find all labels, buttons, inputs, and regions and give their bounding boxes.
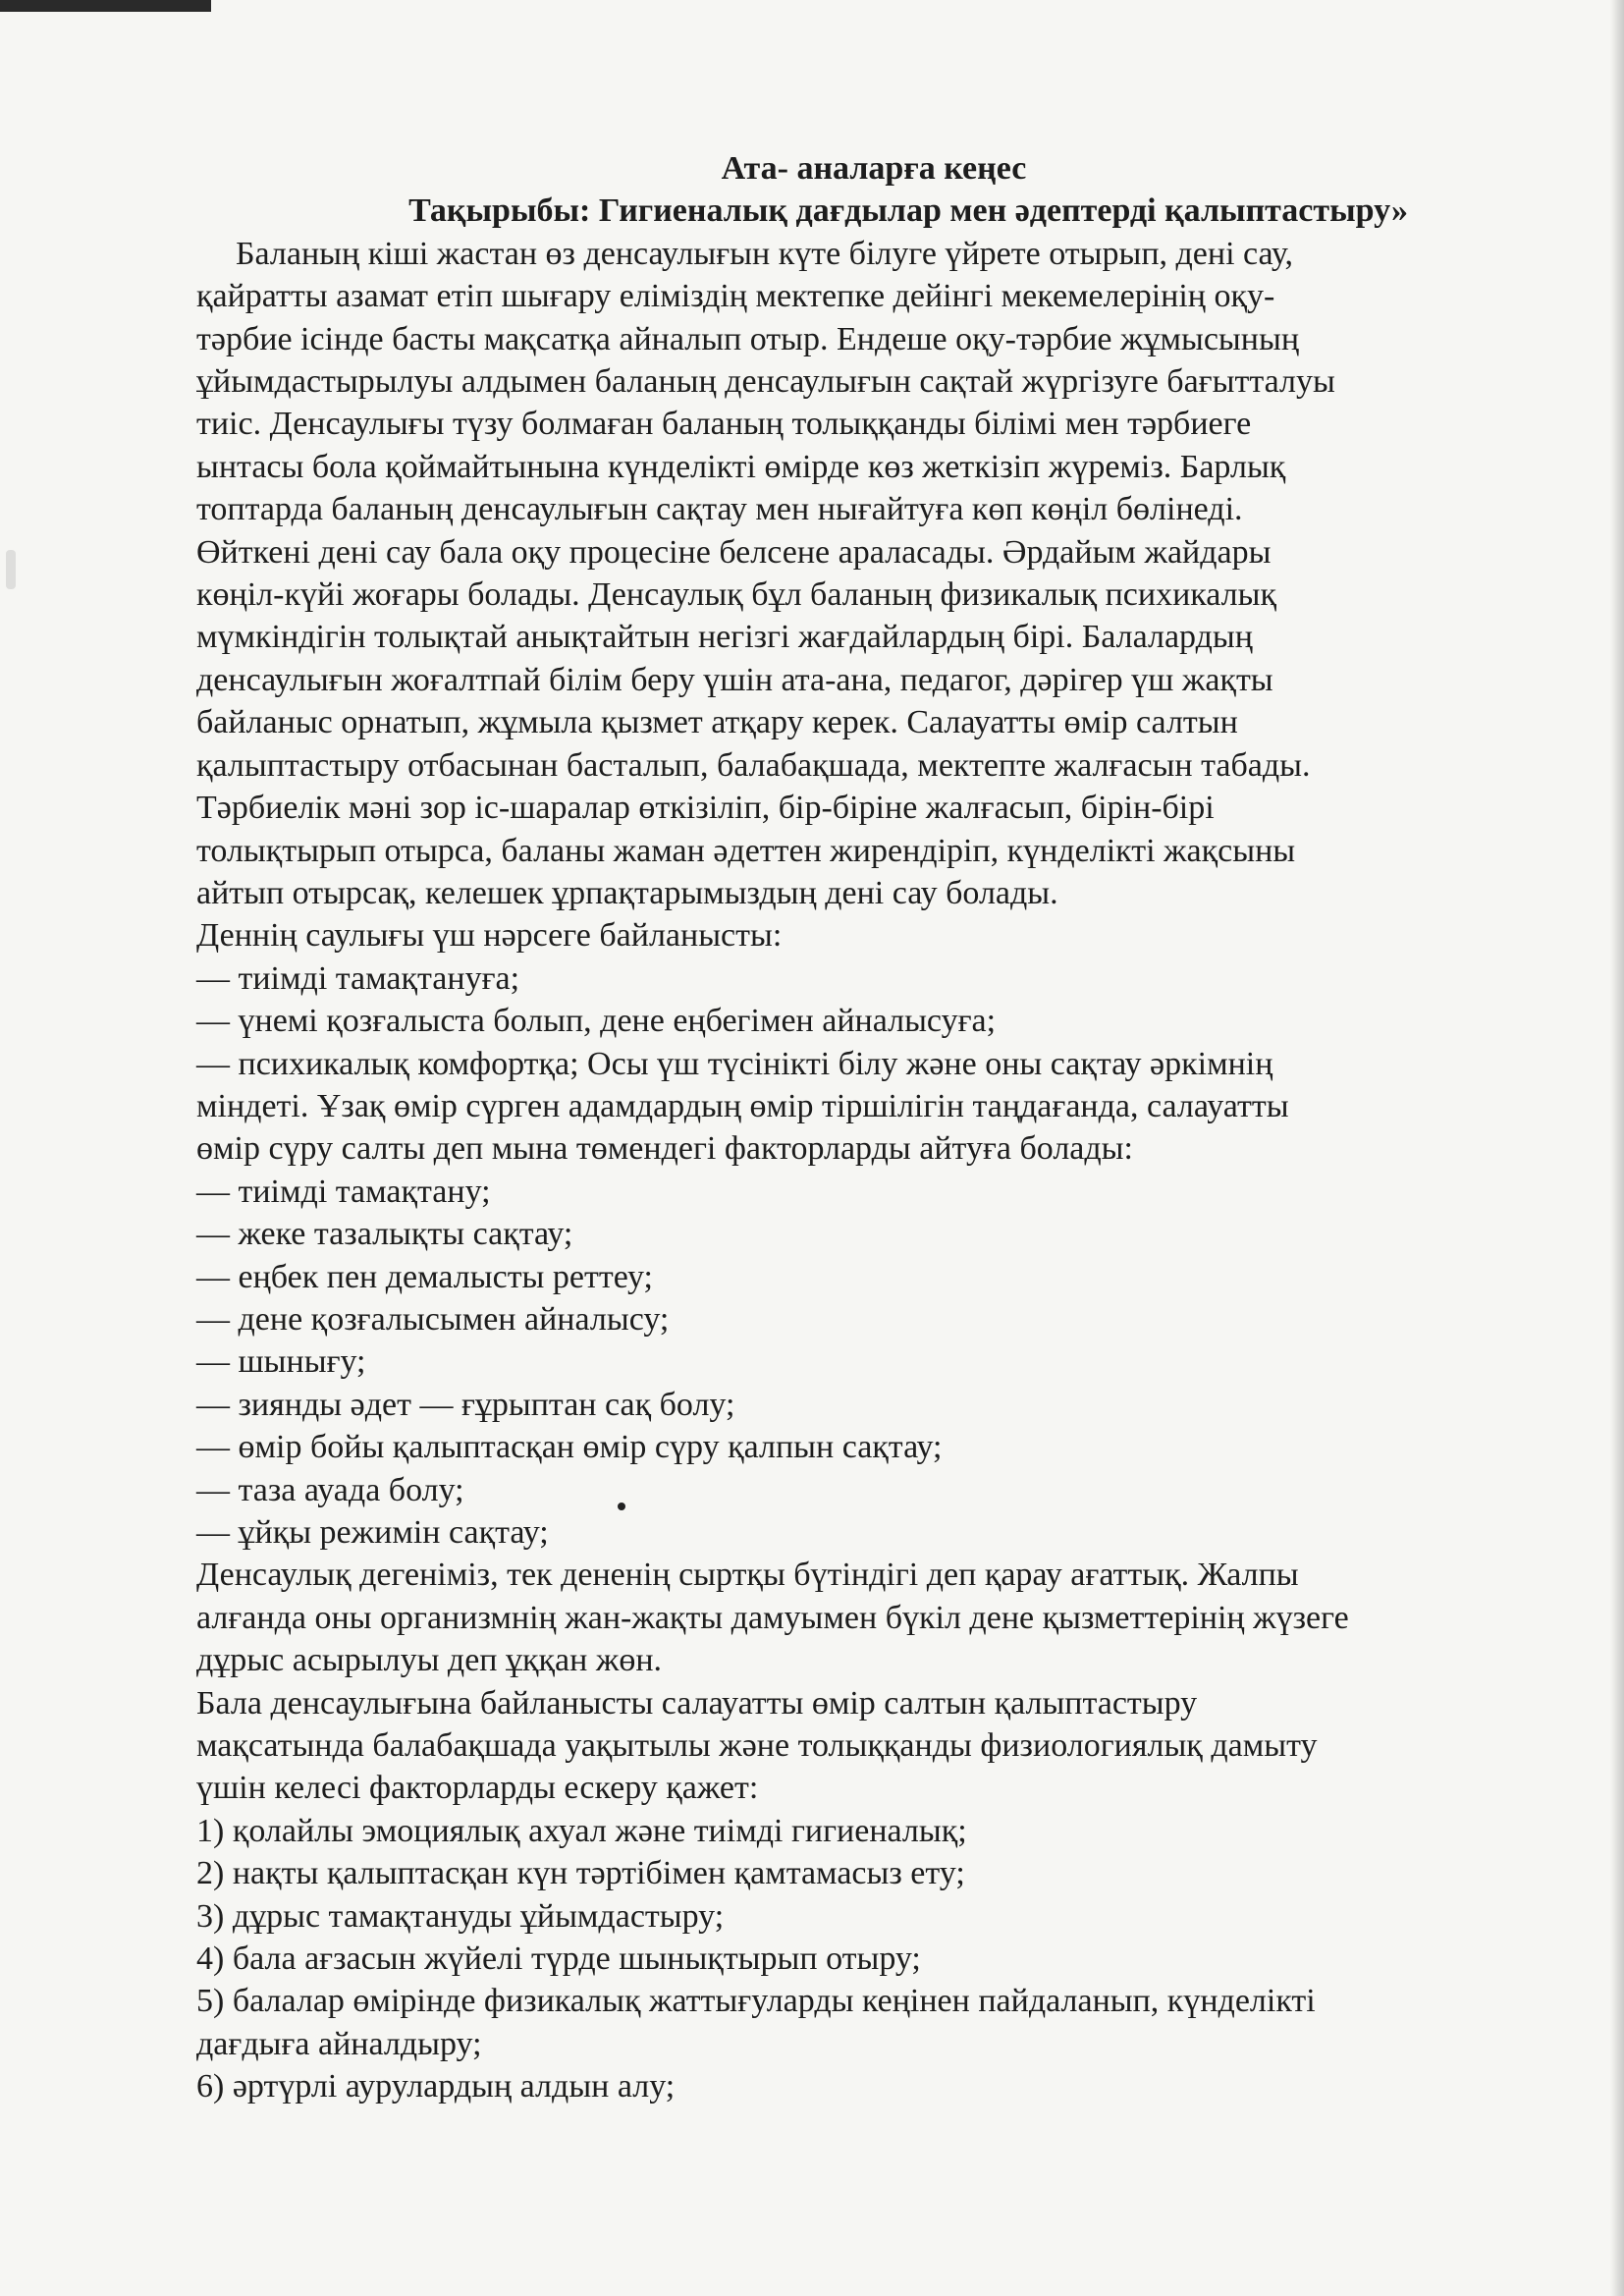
list-item: — тиімді тамақтану;: [196, 1173, 491, 1210]
text-line: мүмкіндігін толықтай анықтайтын негізгі жағдайлардың бірі. Балалардың: [196, 619, 1253, 656]
numbered-item: 3) дұрыс тамақтануды ұйымдастыру;: [196, 1897, 725, 1935]
numbered-item: 2) нақты қалыптасқан күн тәртібімен қамтамасыз ету;: [196, 1855, 965, 1892]
text-line: Бала денсаулығына байланысты салауатты өмір салтын қалыптастыру: [196, 1684, 1198, 1722]
list-item: — дене қозғалысымен айналысу;: [196, 1300, 670, 1338]
text-line: толықтырып отырса, баланы жаман әдеттен жирендіріп, күнделікті жақсыны: [196, 832, 1296, 869]
text-line: айтып отырсақ, келешек ұрпақтарымыздың дені сау болады.: [196, 874, 1058, 911]
text-line: тиіс. Денсаулығы түзу болмаған баланың толыққанды білімі мен тәрбиеге: [196, 406, 1252, 443]
text-line: көңіл-күйі жоғары болады. Денсаулық бұл баланың физикалық психикалық: [196, 576, 1277, 614]
document-title: Ата- аналарға кеңес: [721, 150, 1027, 187]
numbered-item: 5) балалар өмірінде физикалық жаттығуларды кеңінен пайдаланып, күнделікті: [196, 1983, 1316, 2020]
numbered-item: 1) қолайлы эмоциялық ахуал және тиімді гигиеналық;: [196, 1812, 967, 1849]
text-line: байланыс орнатып, жұмыла қызмет атқару керек. Салауатты өмір салтын: [196, 704, 1238, 741]
text-line: Тәрбиелік мәні зор іс-шаралар өткізіліп, бір-біріне жалғасып, бірін-бірі: [196, 790, 1215, 827]
list-item: — үнемі қозғалыста болып, дене еңбегімен айналысуға;: [196, 1003, 997, 1040]
text-line: үшін келесі факторларды ескеру қажет:: [196, 1770, 759, 1807]
text-line: қайратты азамат етіп шығару еліміздің мектепке дейінгі мекемелерінің оқу-: [196, 278, 1275, 315]
numbered-item: 4) бала ағзасын жүйелі түрде шынықтырып отыру;: [196, 1941, 921, 1978]
list-item: — ұйқы режимін сақтау;: [196, 1514, 549, 1551]
text-line: алғанда оны организмнің жан-жақты дамуымен бүкіл дене қызметтерінің жүзеге: [196, 1599, 1349, 1636]
document-subtitle: Тақырыбы: Гигиеналық дағдылар мен әдептерді қалыптастыру»: [408, 192, 1408, 230]
list-item: — психикалық комфортқа; Осы үш түсінікті білу және оны сақтау әркімнің: [196, 1045, 1273, 1082]
text-line: Өйткені дені сау бала оқу процесіне белсене араласады. Әрдайым жайдары: [196, 533, 1272, 571]
text-line: өмір сүру салты деп мына төмендегі факторларды айтуға болады:: [196, 1130, 1133, 1168]
list-item: — тиімді тамақтануға;: [196, 959, 520, 997]
list-item: — зиянды әдет — ғұрыптан сақ болу;: [196, 1386, 735, 1423]
text-line: Деннің саулығы үш нәрсеге байланысты:: [196, 917, 783, 955]
text-line: қалыптастыру отбасынан басталып, балабақшада, мектепте жалғасын табады.: [196, 746, 1311, 784]
numbered-item: дағдыға айналдыру;: [196, 2025, 482, 2062]
text-line: міндеті. Ұзақ өмір сүрген адамдардың өмір тіршілігін таңдағанда, салауатты: [196, 1087, 1289, 1124]
text-line: ұйымдастырылуы алдымен баланың денсаулығын сақтай жүргізуге бағытталуы: [196, 363, 1335, 401]
text-line: Баланың кіші жастан өз денсаулығын күте білуге үйрете отырып, дені сау,: [236, 235, 1294, 272]
text-line: тәрбие ісінде басты мақсатқа айналып отыр. Ендеше оқу-тәрбие жұмысының: [196, 320, 1300, 357]
list-item: — жеке тазалықты сақтау;: [196, 1216, 573, 1253]
scan-smudge: [6, 550, 16, 589]
text-line: ынтасы бола қоймайтынына күнделікті өмірде көз жеткізіп жүреміз. Барлық: [196, 448, 1286, 485]
text-line: дұрыс асырылуы деп ұққан жөн.: [196, 1642, 663, 1679]
list-item: — еңбек пен демалысты реттеу;: [196, 1258, 653, 1295]
text-line: мақсатында балабақшада уақытылы және толыққанды физиологиялық дамыту: [196, 1727, 1318, 1765]
document-body: [196, 147, 1492, 2108]
text-line: Денсаулық дегеніміз, тек дененің сыртқы бүтіндігі деп қарау ағаттық. Жалпы: [196, 1557, 1299, 1594]
text-line: топтарда баланың денсаулығын сақтау мен нығайтуға көп көңіл бөлінеді.: [196, 491, 1243, 528]
scan-edge-shadow: [1610, 0, 1624, 2296]
list-item: — таза ауада болу;: [196, 1471, 464, 1508]
text-line: денсаулығын жоғалтпай білім беру үшін ата-ана, педагог, дәрігер үш жақты: [196, 661, 1273, 698]
list-item: — шынығу;: [196, 1343, 366, 1381]
scan-corner-mark: [0, 0, 211, 12]
list-item: — өмір бойы қалыптасқан өмір сүру қалпын сақтау;: [196, 1429, 943, 1466]
numbered-item: 6) әртүрлі аурулардың алдын алу;: [196, 2068, 676, 2105]
